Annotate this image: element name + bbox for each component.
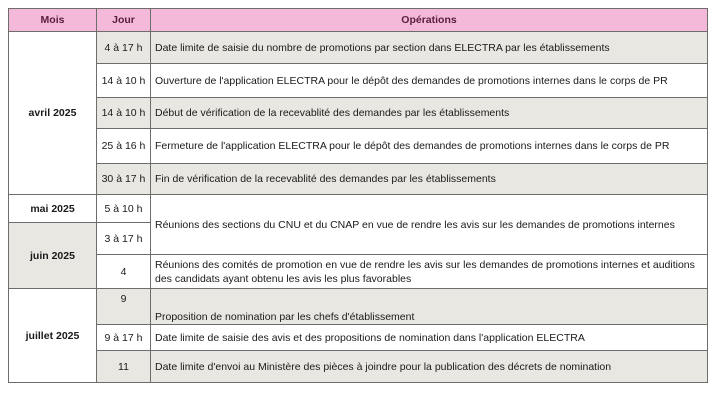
operation-cell: Réunions des comités de promotion en vue de rendre les avis sur les demandes de promotions internes et auditions des candidats ayant obtenu les avis les plus favorables: [151, 255, 708, 289]
operation-cell: Date limite d'envoi au Ministère des pièces à joindre pour la publication des décrets de nomination: [151, 351, 708, 383]
operation-cell: Réunions des sections du CNU et du CNAP en vue de rendre les avis sur les demandes de promotions internes: [151, 195, 708, 255]
day-cell: 9: [97, 289, 151, 325]
header-row: [9, 9, 708, 32]
header-operations: Opérations: [151, 9, 708, 32]
table-row: [9, 32, 708, 64]
day-cell: 3 à 17 h: [97, 223, 151, 255]
operation-cell: Date limite de saisie des avis et des propositions de nomination dans l'application ELECTRA: [151, 325, 708, 351]
table-row: [9, 98, 708, 129]
day-cell: 14 à 10 h: [97, 98, 151, 129]
month-cell-juillet: juillet 2025: [9, 289, 97, 383]
operation-cell: Proposition de nomination par les chefs d'établissement: [151, 289, 708, 325]
operation-cell: Fin de vérification de la recevablité des demandes par les établissements: [151, 164, 708, 195]
day-cell: 5 à 10 h: [97, 195, 151, 223]
table-row: [9, 289, 708, 325]
header-jour: Jour: [97, 9, 151, 32]
table-row: [9, 164, 708, 195]
day-cell: 4 à 17 h: [97, 32, 151, 64]
day-cell: 25 à 16 h: [97, 129, 151, 164]
table-row: [9, 351, 708, 383]
table-row: [9, 325, 708, 351]
table-row: [9, 255, 708, 289]
day-cell: 11: [97, 351, 151, 383]
table-row: [9, 195, 708, 223]
header-mois: Mois: [9, 9, 97, 32]
day-cell: 14 à 10 h: [97, 64, 151, 98]
schedule-table: [8, 8, 708, 383]
day-cell: 9 à 17 h: [97, 325, 151, 351]
operation-cell: Date limite de saisie du nombre de promotions par section dans ELECTRA par les établissements: [151, 32, 708, 64]
month-cell-mai: mai 2025: [9, 195, 97, 223]
table-row: [9, 129, 708, 164]
day-cell: 30 à 17 h: [97, 164, 151, 195]
month-cell-juin: juin 2025: [9, 223, 97, 289]
month-cell-avril: avril 2025: [9, 32, 97, 195]
operation-cell: Ouverture de l'application ELECTRA pour le dépôt des demandes de promotions internes dans le corps de PR: [151, 64, 708, 98]
table-row: [9, 64, 708, 98]
operation-cell: Début de vérification de la recevablité des demandes par les établissements: [151, 98, 708, 129]
operation-cell: Fermeture de l'application ELECTRA pour le dépôt des demandes de promotions internes dans le corps de PR: [151, 129, 708, 164]
day-cell: 4: [97, 255, 151, 289]
